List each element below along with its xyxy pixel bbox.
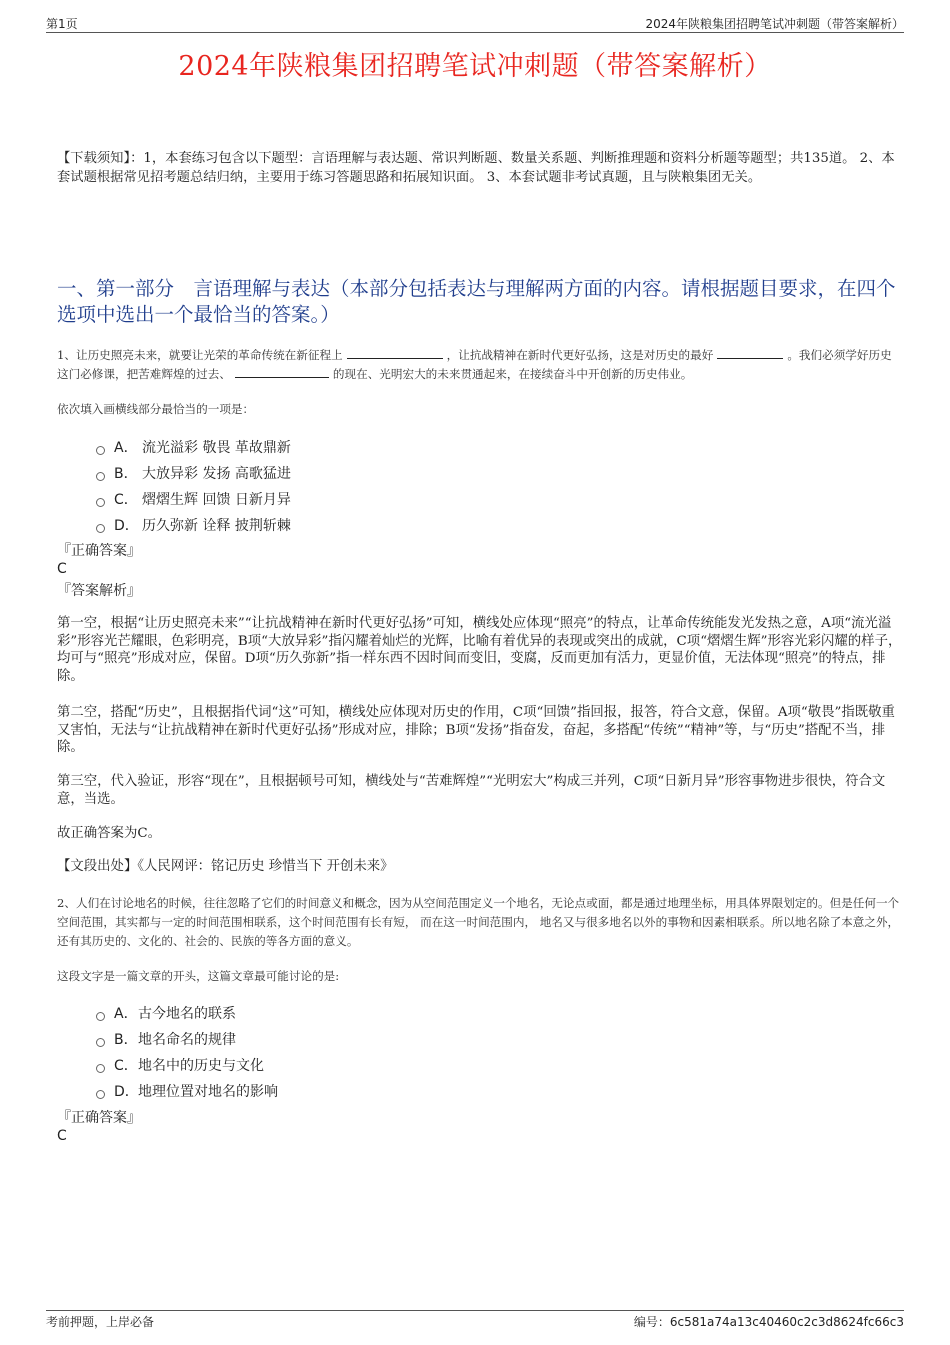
analysis-paragraph-2: 第二空，搭配“历史”，且根据指代词“这”可知，横线处应体现对历史的作用，C项“回馈”指回报，报答，符合文意，保留。A项“敬畏”指既敬重又害怕，无法与“让抗战精神在新时代更好弘扬”形成对应，排除；B项“发扬”指奋发，奋起，多搭配“传统”“精神”等，与“历史”搭配不当，排除。 [57, 705, 895, 755]
option-a[interactable]: A． 流光溢彩 敬畏 革故鼎新 [96, 434, 696, 460]
option-b[interactable]: B． 大放异彩 发扬 高歌猛进 [96, 460, 696, 486]
answer-label: 『正确答案』 [57, 543, 141, 559]
footer-slogan: 考前押题，上岸必备 [46, 1315, 155, 1329]
page-title: 2024年陕粮集团招聘笔试冲刺题（带答案解析） [178, 51, 772, 82]
analysis-label: 『答案解析』 [57, 583, 141, 599]
radio-icon[interactable] [96, 1090, 105, 1099]
option-c[interactable]: C． 地名中的历史与文化 [96, 1052, 696, 1078]
radio-icon[interactable] [96, 1064, 105, 1073]
answer-value: C [57, 1128, 67, 1144]
radio-icon[interactable] [96, 498, 105, 507]
option-a[interactable]: A． 古今地名的联系 [96, 1000, 696, 1026]
page-header [46, 14, 904, 33]
option-d[interactable]: D． 地理位置对地名的影响 [96, 1078, 696, 1104]
option-d[interactable]: D． 历久弥新 诠释 披荆斩棘 [96, 512, 696, 538]
radio-icon[interactable] [96, 446, 105, 455]
answer-value: C [57, 561, 67, 577]
radio-icon[interactable] [96, 1038, 105, 1047]
footer-code: 编号：6c581a74a13c40460c2c3d8624fc66c3 [633, 1315, 904, 1329]
question-1-stem: 1、让历史照亮未来，就要让光荣的革命传统在新征程上 ，让抗战精神在新时代更好弘扬，这是对历史的最好 。我们必须学好历史这门必修课，把苦难辉煌的过去、 的现在、光明宏大的未来贯通起来，在接续奋斗中开创新的历史伟业。 [57, 348, 892, 381]
question-2-prompt: 这段文字是一篇文章的开头，这篇文章最可能讨论的是: [57, 969, 340, 983]
analysis-conclusion: 故正确答案为C。 [57, 826, 161, 841]
header-doc-title: 2024年陕粮集团招聘笔试冲刺题（带答案解析） [645, 17, 904, 31]
analysis-paragraph-1: 第一空，根据“让历史照亮未来”“让抗战精神在新时代更好弘扬”可知，横线处应体现“照亮”的特点，让革命传统能发光发热之意，A项“流光溢彩”形容光芒耀眼，色彩明亮，B项“大放异彩”指闪耀着灿烂的光辉，比喻有着优异的表现或突出的成就，C项“熠熠生辉”形容光彩闪耀的样子，均可与“照亮”形成对应，保留。D项“历久弥新”指一样东西不因时间而变旧，变腐，反而更加有活力，更显价值，无法体现“照亮”的特点，排除。 [57, 616, 902, 684]
question-2-options [96, 1000, 696, 1104]
question-1-options [96, 434, 696, 538]
page-number: 第1页 [46, 17, 78, 31]
radio-icon[interactable] [96, 1012, 105, 1021]
question-2-stem: 2、人们在讨论地名的时候，往往忽略了它们的时间意义和概念，因为从空间范围定义一个地名，无论点或面，都是通过地理坐标，用具体界限划定的。但是任何一个空间范围，其实都与一定的时间范围相联系，这个时间范围有长有短， 而在这一时间范围内， 地名又与很多地名以外的事物和因素相联系。所以地名除了本意之外，还有其历史的、文化的、社会的、民族的等各方面的意义。 [57, 896, 900, 948]
question-1-prompt: 依次填入画横线部分最恰当的一项是： [57, 402, 255, 416]
option-c[interactable]: C． 熠熠生辉 回馈 日新月异 [96, 486, 696, 512]
answer-label: 『正确答案』 [57, 1110, 141, 1126]
source-line: 【文段出处】《人民网评：铭记历史 珍惜当下 开创未来》 [57, 859, 394, 874]
blank-1 [347, 346, 443, 359]
blank-3 [235, 365, 329, 378]
radio-icon[interactable] [96, 524, 105, 533]
option-b[interactable]: B． 地名命名的规律 [96, 1026, 696, 1052]
footer-divider [46, 1310, 904, 1311]
section-heading: 一、第一部分 言语理解与表达（本部分包括表达与理解两方面的内容。请根据题目要求，在四个选项中选出一个最恰当的答案。） [57, 277, 896, 326]
download-notice: 【下载须知】：1，本套练习包含以下题型：言语理解与表达题、常识判断题、数量关系题、判断推理题和资料分析题等题型；共135道。 2、本套试题根据常见招考题总结归纳，主要用于练习答题思路和拓展知识面。 3、本套试题非考试真题，且与陕粮集团无关。 [57, 151, 895, 185]
analysis-paragraph-3: 第三空，代入验证，形容“现在”，且根据顿号可知，横线处与“苦难辉煌”“光明宏大”构成三并列，C项“日新月异”形容事物进步很快，符合文意，当选。 [57, 774, 886, 807]
radio-icon[interactable] [96, 472, 105, 481]
blank-2 [717, 346, 783, 359]
